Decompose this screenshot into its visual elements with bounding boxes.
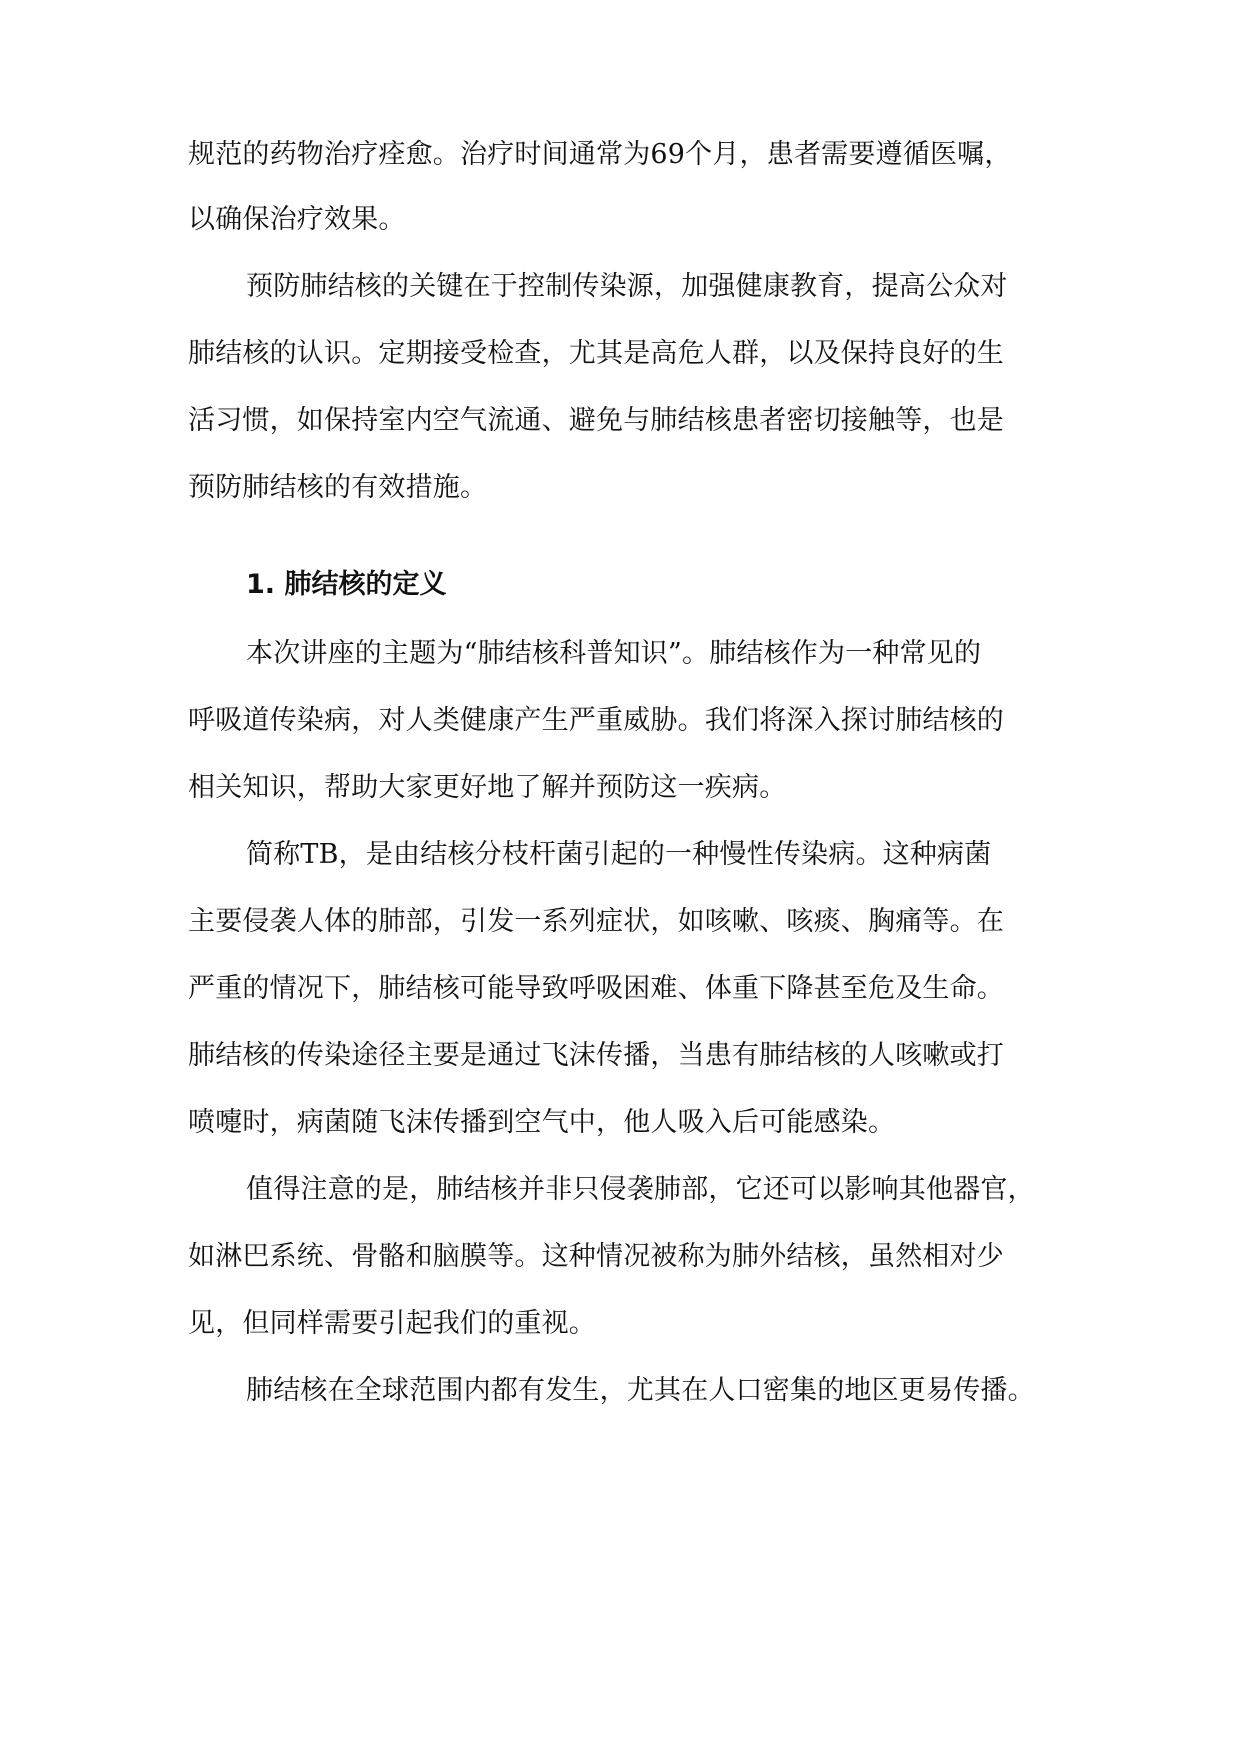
text-line: 严重的情况下，肺结核可能导致呼吸困难、体重下降甚至危及生命。	[188, 973, 1004, 1004]
paragraph-start-line: 值得注意的是，肺结核并非只侵袭肺部，它还可以影响其他器官，	[246, 1174, 1035, 1205]
text-line: 喷嚏时，病菌随飞沫传播到空气中，他人吸入后可能感染。	[188, 1107, 896, 1138]
text-line: 肺结核的认识。定期接受检查，尤其是高危人群，以及保持良好的生	[188, 338, 1004, 369]
text-line: 活习惯，如保持室内空气流通、避免与肺结核患者密切接触等，也是	[188, 405, 1004, 436]
text-line: 以确保治疗效果。	[188, 204, 406, 235]
paragraph-start-line: 肺结核在全球范围内都有发生，尤其在人口密集的地区更易传播。	[246, 1375, 1035, 1406]
text-line: 呼吸道传染病，对人类健康产生严重威胁。我们将深入探讨肺结核的	[188, 705, 1004, 736]
paragraph-start-line: 本次讲座的主题为“肺结核科普知识”。肺结核作为一种常见的	[246, 638, 982, 669]
text-line: 肺结核的传染途径主要是通过飞沫传播，当患有肺结核的人咳嗽或打	[188, 1040, 1004, 1071]
paragraph-start-line: 简称TB，是由结核分枝杆菌引起的一种慢性传染病。这种病菌	[246, 839, 992, 870]
text-line: 规范的药物治疗痊愈。治疗时间通常为69个月，患者需要遵循医嘱，	[188, 139, 1012, 170]
text-line: 见，但同样需要引起我们的重视。	[188, 1308, 596, 1339]
text-line: 相关知识，帮助大家更好地了解并预防这一疾病。	[188, 772, 787, 803]
text-line: 主要侵袭人体的肺部，引发一系列症状，如咳嗽、咳痰、胸痛等。在	[188, 906, 1004, 937]
text-line: 预防肺结核的有效措施。	[188, 472, 488, 503]
section-heading: 1. 肺结核的定义	[246, 569, 447, 600]
paragraph-start-line: 预防肺结核的关键在于控制传染源，加强健康教育，提高公众对	[246, 271, 1008, 302]
text-line: 如淋巴系统、骨骼和脑膜等。这种情况被称为肺外结核，虽然相对少	[188, 1241, 1004, 1272]
